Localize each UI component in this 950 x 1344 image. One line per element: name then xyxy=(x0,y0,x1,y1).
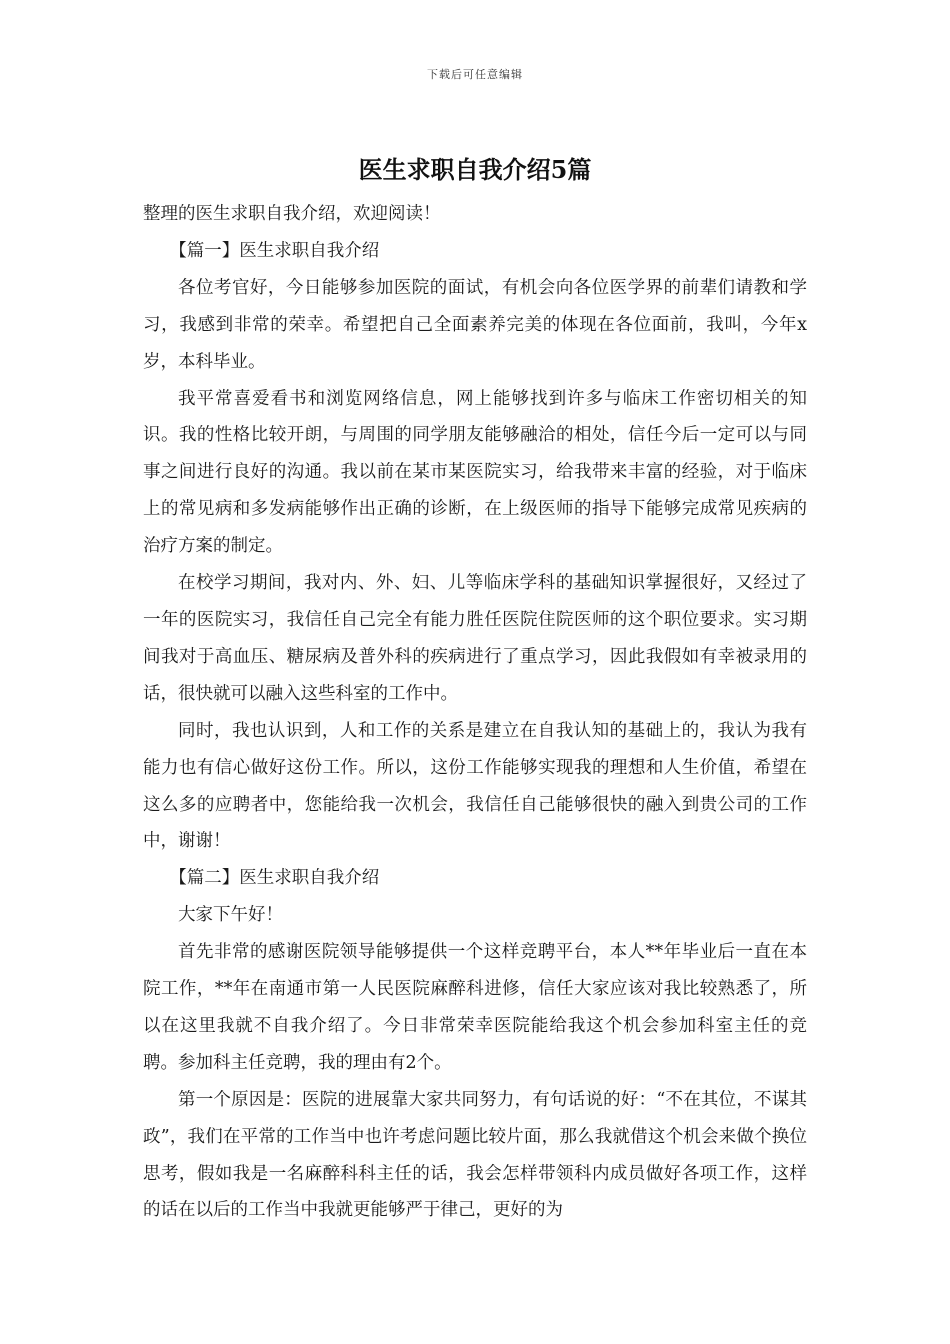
intro-paragraph: 整理的医生求职自我介绍，欢迎阅读！ xyxy=(143,204,441,224)
body-paragraph: 同时，我也认识到，人和工作的关系是建立在自我认知的基础上的，我认为我有能力也有信心做好这份工作。所以，这份工作能够实现我的理想和人生价值，希望在这么多的应聘者中，您能给我一次机会，我信任自己能够很快的融入到贵公司的工作中，谢谢！ xyxy=(143,720,807,852)
document-body xyxy=(143,196,807,1229)
document-title: 医生求职自我介绍5篇 xyxy=(358,155,592,184)
body-paragraph: 在校学习期间，我对内、外、妇、儿等临床学科的基础知识掌握很好，又经过了一年的医院实习，我信任自己完全有能力胜任医院住院医师的这个职位要求。实习期间我对于高血压、糖尿病及普外科的疾病进行了重点学习，因此我假如有幸被录用的话，很快就可以融入这些科室的工作中。 xyxy=(143,573,807,704)
section-heading-2: 【篇二】医生求职自我介绍 xyxy=(169,868,380,889)
section-heading-1: 【篇一】医生求职自我介绍 xyxy=(169,240,380,261)
greeting-paragraph: 大家下午好！ xyxy=(178,905,283,926)
page-header-note: 下载后可任意编辑 xyxy=(427,68,523,81)
body-paragraph: 我平常喜爱看书和浏览网络信息，网上能够找到许多与临床工作密切相关的知识。我的性格比较开朗，与周围的同学朋友能够融洽的相处，信任今后一定可以与同事之间进行良好的沟通。我以前在某市某医院实习，给我带来丰富的经验，对于临床上的常见病和多发病能够作出正确的诊断，在上级医师的指导下能够完成常见疾病的治疗方案的制定。 xyxy=(143,388,807,557)
body-paragraph: 首先非常的感谢医院领导能够提供一个这样竞聘平台，本人**年毕业后一直在本院工作，**年在南通市第一人民医院麻醉科进修，信任大家应该对我比较熟悉了，所以在这里我就不自我介绍了。今日非常荣幸医院能给我这个机会参加科室主任的竞聘。参加科主任竞聘，我的理由有2个。 xyxy=(143,942,807,1073)
body-paragraph: 第一个原因是：医院的进展靠大家共同努力，有句话说的好：“不在其位，不谋其政”，我们在平常的工作当中也许考虑问题比较片面，那么我就借这个机会来做个换位思考，假如我是一名麻醉科科主任的话，我会怎样带领科内成员做好各项工作，这样的话在以后的工作当中我就更能够严于律己，更好的为 xyxy=(143,1089,807,1221)
body-paragraph: 各位考官好，今日能够参加医院的面试，有机会向各位医学界的前辈们请教和学习，我感到非常的荣幸。希望把自己全面素养完美的体现在各位面前，我叫，今年x岁，本科毕业。 xyxy=(143,277,807,372)
